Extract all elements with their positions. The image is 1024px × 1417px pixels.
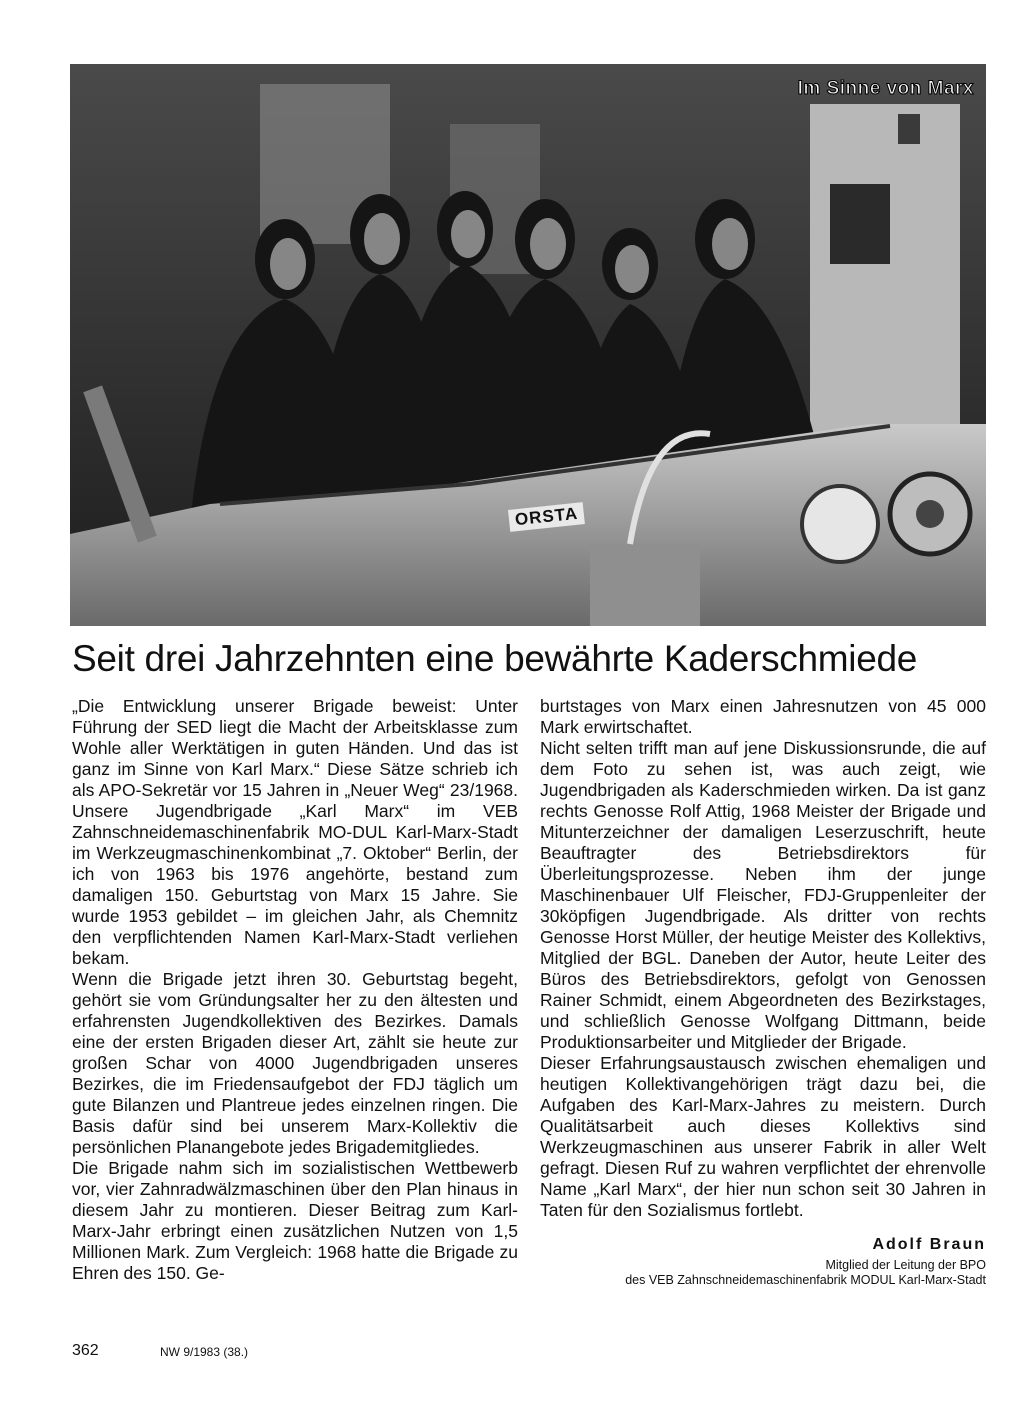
article-column-left [72,696,518,1284]
photo-caption: Im Sinne von Marx [797,78,974,99]
paragraph: Dieser Erfahrungsaustausch zwischen ehemaligen und heutigen Kollektivangehörigen trägt dazu bei, die Aufgaben des Karl-Marx-Jahres zu meistern. Durch Qualitätsarbeit auch dieses Kollektivs sind Werkzeugmaschinen aus unserer Fabrik in aller Welt gefragt. Diesen Ruf zu wahren verpflichtet der ehrenvolle Name „Karl Marx“, der hier nun schon seit 30 Jahren in Taten für den Sozialismus fortlebt. [540,1053,986,1220]
paragraph: Die Brigade nahm sich im sozialistischen Wettbewerb vor, vier Zahnradwälzmaschinen über den Plan hinaus in diesem Jahr zu montieren. Dieser Beitrag zum Karl-Marx-Jahr erbringt einen zusätzlichen Nutzen von 1,5 Millionen Mark. Zum Vergleich: 1968 hatte die Brigade zu Ehren des 150. Ge- [72,1158,518,1283]
author-name: Adolf Braun [872,1236,986,1253]
machine-brand-label: ORSTA [508,502,585,532]
article-headline: Seit drei Jahrzehnten eine bewährte Kaderschmiede [72,638,918,679]
author-role: Mitglied der Leitung der BPO [825,1258,986,1272]
workshop-photo-illustration [70,64,986,626]
author-affiliation: des VEB Zahnschneidemaschinenfabrik MODUL Karl-Marx-Stadt [625,1273,986,1287]
paragraph: burtstages von Marx einen Jahresnutzen von 45 000 Mark erwirtschaftet. [540,696,986,737]
paragraph: Nicht selten trifft man auf jene Diskussionsrunde, die auf dem Foto zu sehen ist, was auch zeigt, wie Jugendbrigaden als Kaderschmieden wirken. Da ist ganz rechts Genosse Rolf Attig, 1968 Meister der Brigade und Mitunterzeichner der damaligen Leserzuschrift, heute Beauftragter des Betriebsdirektors für Überleitungsprozesse. Neben ihm der junge Maschinenbauer Ulf Fleischer, FDJ-Gruppenleiter der 30köpfigen Jugendbrigade. Als dritter von rechts Genosse Horst Müller, der heutige Meister des Kollektivs, Mitglied der BGL. Daneben der Autor, heute Leiter des Büros des Betriebsdirektors, gefolgt von Genossen Rainer Schmidt, einem Abgeordneten des Bezirkstages, und schließlich Genosse Wolfgang Dittmann, beide Produktionsarbeiter und Mitglieder der Brigade. [540,738,986,1052]
paragraph: Wenn die Brigade jetzt ihren 30. Geburtstag begeht, gehört sie vom Gründungsalter her zu den ältesten und erfahrensten Jugendkollektiven des Bezirkes. Damals eine der ersten Brigaden dieser Art, zählt sie heute zur großen Schar von 4000 Jugendbrigaden unseres Bezirkes, die im Friedensaufgebot der FDJ täglich um gute Bilanzen und Plantreue jedes einzelnen ringen. Die Basis dafür sind bei unserem Marx-Kollektiv die persönlichen Planangebote jedes Brigademitgliedes. [72,969,518,1157]
article-column-right [540,696,986,1221]
paragraph: „Die Entwicklung unserer Brigade beweist: Unter Führung der SED liegt die Macht der Arbeitsklasse zum Wohle aller Werktätigen in guten Händen. Und das ist ganz im Sinne von Karl Marx.“ Diese Sätze schrieb ich als APO-Sekretär vor 15 Jahren in „Neuer Weg“ 23/1968. Unsere Jugendbrigade „Karl Marx“ im VEB Zahnschneidemaschinenfabrik MO-DUL Karl-Marx-Stadt im Werkzeugmaschinenkombinat „7. Oktober“ Berlin, der ich von 1963 bis 1976 angehörte, bestand zum damaligen 150. Geburtstag von Marx 15 Jahre. Sie wurde 1953 gebildet – im gleichen Jahr, als Chemnitz den verpflichtenden Namen Karl-Marx-Stadt verliehen bekam. [72,696,518,968]
page-number: 362 [72,1342,99,1359]
issue-reference: NW 9/1983 (38.) [160,1345,249,1359]
article-photo [70,64,986,626]
